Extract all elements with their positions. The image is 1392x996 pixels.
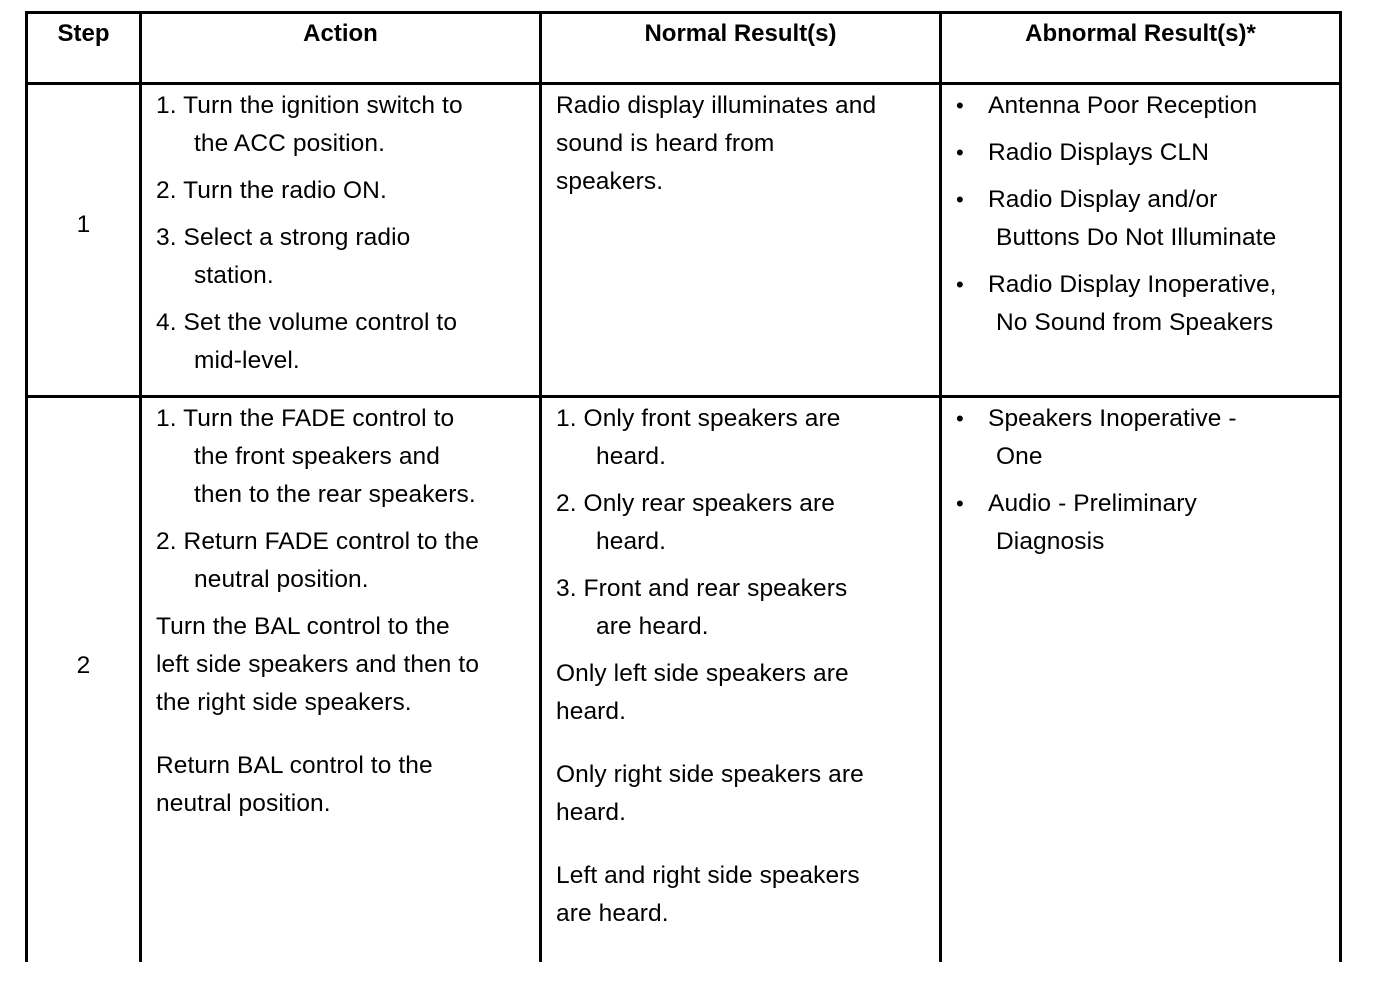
header-row-divider bbox=[25, 82, 1342, 85]
action-line: 3. Select a strong radio bbox=[156, 224, 411, 251]
header-normal-results: Normal Result(s) bbox=[644, 20, 837, 47]
bullet-icon: • bbox=[956, 491, 964, 516]
bullet-icon: • bbox=[956, 93, 964, 118]
normal-result-line: Only right side speakers are bbox=[556, 761, 864, 788]
abnormal-result-link-continued[interactable]: Diagnosis bbox=[996, 528, 1105, 555]
column-divider-action-normal bbox=[539, 12, 542, 962]
normal-result-line: speakers. bbox=[556, 168, 664, 195]
abnormal-result-link-continued[interactable]: Buttons Do Not Illuminate bbox=[996, 224, 1277, 251]
abnormal-result-link-continued[interactable]: No Sound from Speakers bbox=[996, 309, 1274, 336]
header-step: Step bbox=[57, 20, 110, 47]
action-line: Return BAL control to the bbox=[156, 752, 433, 779]
action-line: station. bbox=[194, 262, 274, 289]
abnormal-result-link[interactable]: Radio Displays CLN bbox=[988, 139, 1210, 166]
abnormal-result-link[interactable]: Antenna Poor Reception bbox=[988, 92, 1258, 119]
header-abnormal-results: Abnormal Result(s)* bbox=[1025, 20, 1256, 47]
normal-result-line: heard. bbox=[596, 528, 667, 555]
action-line: Turn the BAL control to the bbox=[156, 613, 450, 640]
action-line: 2. Return FADE control to the bbox=[156, 528, 479, 555]
normal-result-line: 1. Only front speakers are bbox=[556, 405, 841, 432]
header-action: Action bbox=[303, 20, 378, 47]
normal-result-line: Left and right side speakers bbox=[556, 862, 860, 889]
table-border-right bbox=[1339, 12, 1342, 962]
normal-result-line: sound is heard from bbox=[556, 130, 775, 157]
step-number: 1 bbox=[76, 211, 91, 238]
normal-result-line: heard. bbox=[556, 799, 627, 826]
row-divider-1-2 bbox=[25, 395, 1342, 398]
action-line: neutral position. bbox=[194, 566, 369, 593]
step-number: 2 bbox=[76, 652, 91, 679]
normal-result-line: heard. bbox=[596, 443, 667, 470]
table-border-top bbox=[25, 11, 1342, 14]
normal-result-line: 2. Only rear speakers are bbox=[556, 490, 835, 517]
action-line: the front speakers and bbox=[194, 443, 440, 470]
normal-result-line: are heard. bbox=[556, 900, 669, 927]
abnormal-result-link[interactable]: Radio Display and/or bbox=[988, 186, 1218, 213]
abnormal-result-link-continued[interactable]: One bbox=[996, 443, 1043, 470]
action-line: the ACC position. bbox=[194, 130, 386, 157]
normal-result-line: Only left side speakers are bbox=[556, 660, 849, 687]
abnormal-result-link[interactable]: Radio Display Inoperative, bbox=[988, 271, 1277, 298]
action-line: the right side speakers. bbox=[156, 689, 412, 716]
normal-result-line: are heard. bbox=[596, 613, 709, 640]
normal-result-line: Radio display illuminates and bbox=[556, 92, 877, 119]
normal-result-line: heard. bbox=[556, 698, 627, 725]
action-line: 4. Set the volume control to bbox=[156, 309, 458, 336]
bullet-icon: • bbox=[956, 406, 964, 431]
column-divider-step-action bbox=[139, 12, 142, 962]
action-line: mid-level. bbox=[194, 347, 300, 374]
action-line: 1. Turn the FADE control to bbox=[156, 405, 455, 432]
bullet-icon: • bbox=[956, 140, 964, 165]
column-divider-normal-abnormal bbox=[939, 12, 942, 962]
table-border-left bbox=[25, 12, 28, 962]
abnormal-result-link[interactable]: Audio - Preliminary bbox=[988, 490, 1197, 517]
action-line: 2. Turn the radio ON. bbox=[156, 177, 387, 204]
abnormal-result-link[interactable]: Speakers Inoperative - bbox=[988, 405, 1237, 432]
action-line: neutral position. bbox=[156, 790, 331, 817]
bullet-icon: • bbox=[956, 187, 964, 212]
bullet-icon: • bbox=[956, 272, 964, 297]
action-line: then to the rear speakers. bbox=[194, 481, 476, 508]
normal-result-line: 3. Front and rear speakers bbox=[556, 575, 848, 602]
action-line: left side speakers and then to bbox=[156, 651, 480, 678]
action-line: 1. Turn the ignition switch to bbox=[156, 92, 463, 119]
